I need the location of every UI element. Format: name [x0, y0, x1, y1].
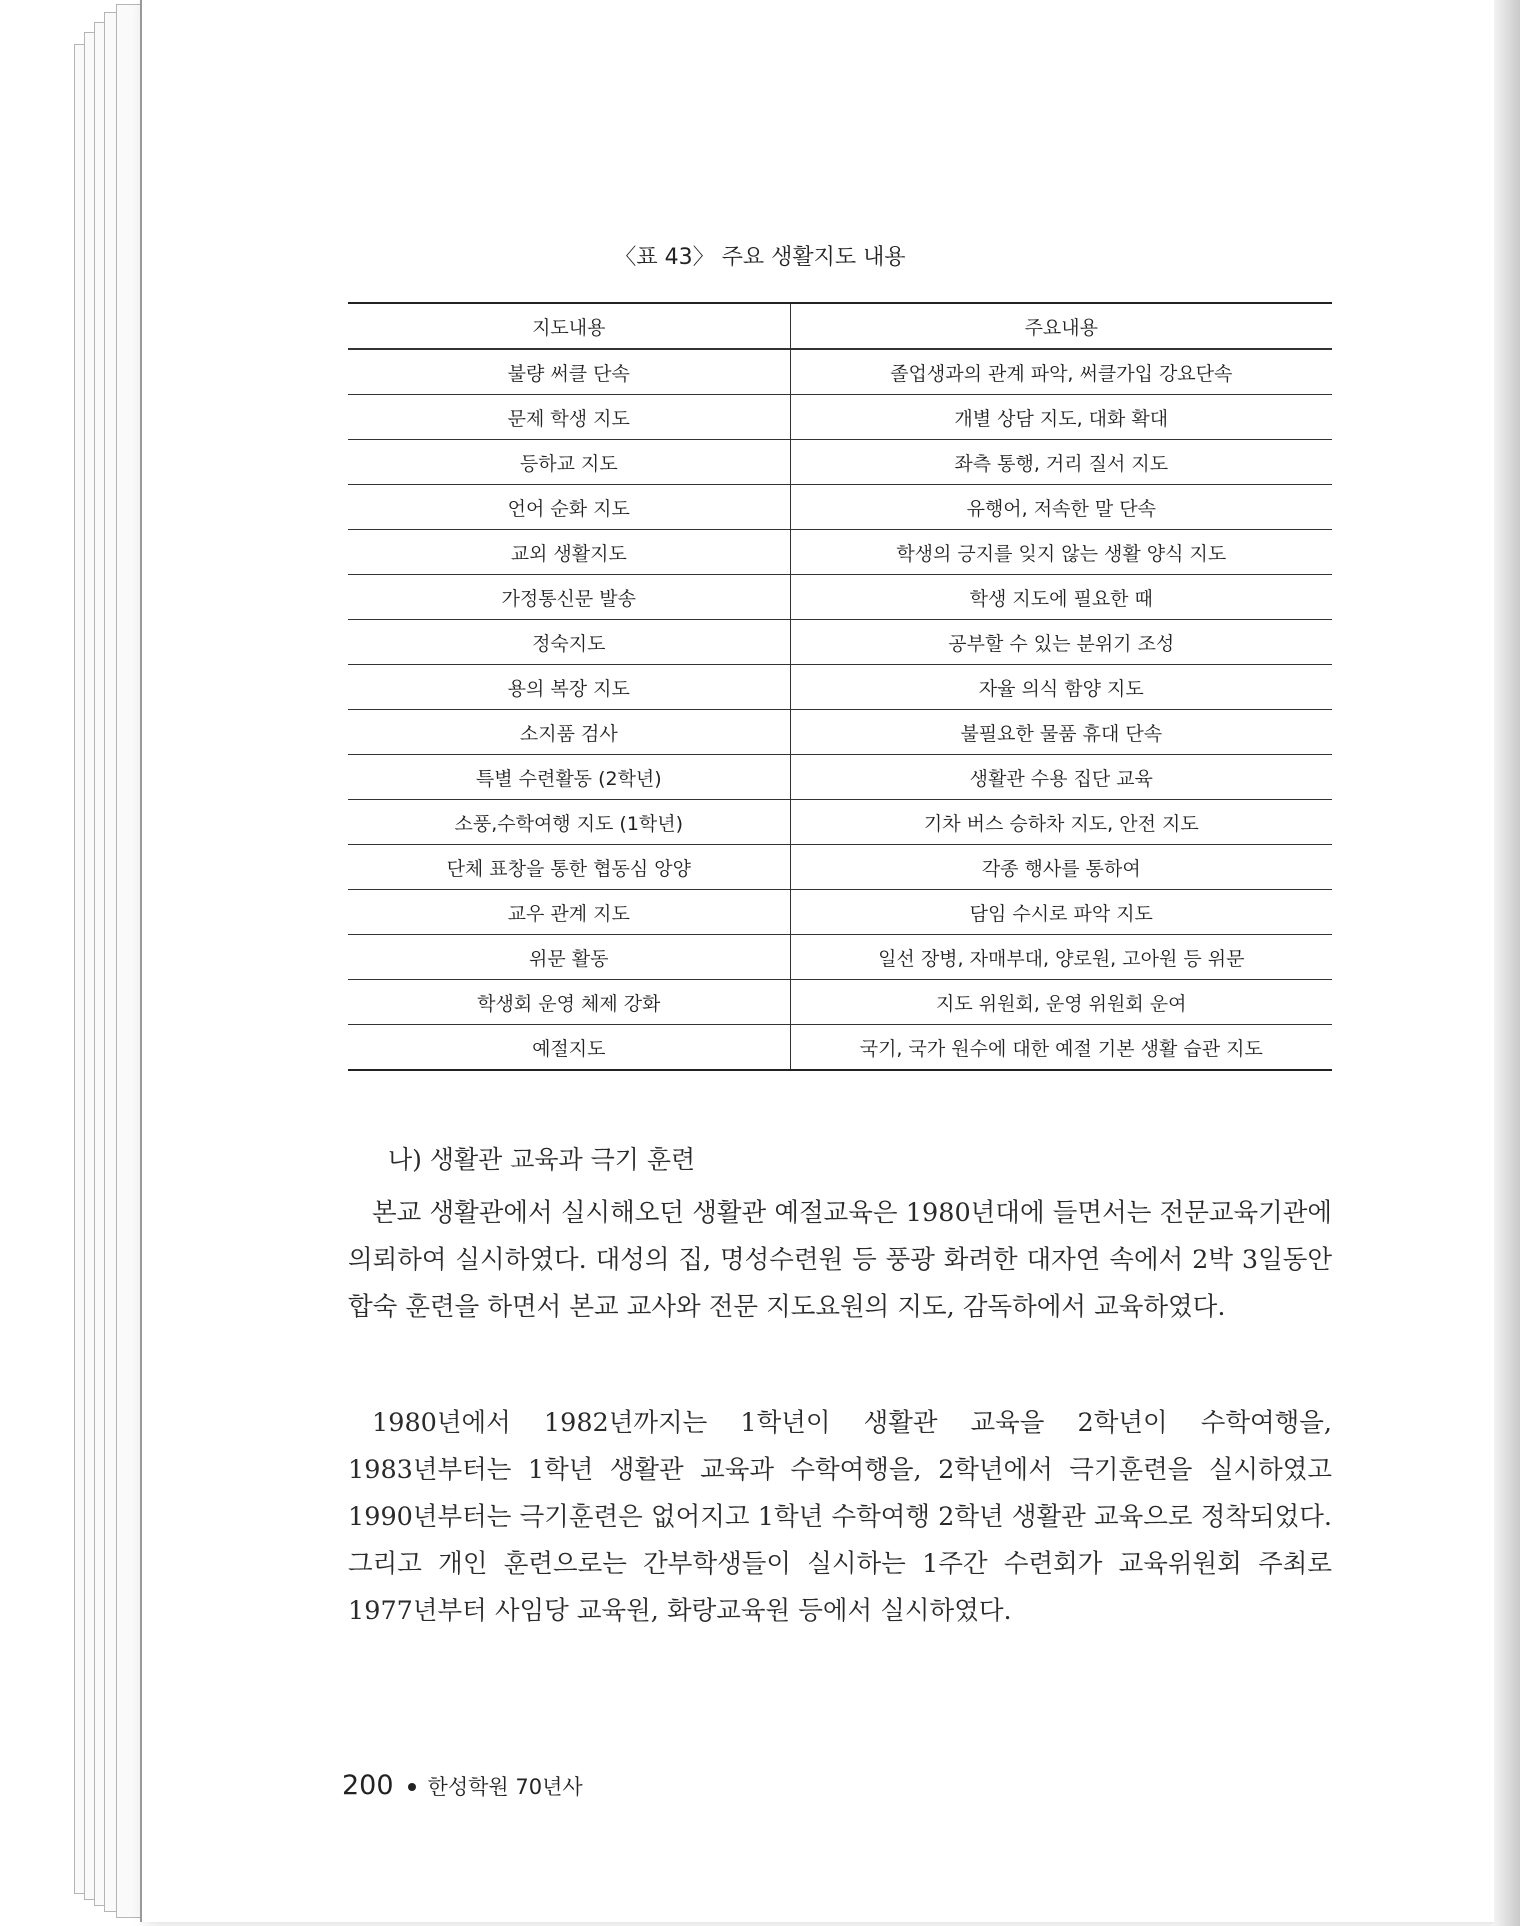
main-content-cell: 학생의 긍지를 잊지 않는 생활 양식 지도 [790, 530, 1332, 575]
main-content-cell: 졸업생과의 관계 파악, 써클가입 강요단속 [790, 349, 1332, 395]
page-footer [342, 1770, 583, 1801]
guidance-table [348, 302, 1332, 1071]
main-content-cell: 담임 수시로 파악 지도 [790, 890, 1332, 935]
main-content-cell: 자율 의식 함양 지도 [790, 665, 1332, 710]
guidance-item-cell: 교우 관계 지도 [348, 890, 790, 935]
table-row [348, 620, 1332, 665]
guidance-item-cell: 불량 써클 단속 [348, 349, 790, 395]
section-heading: 나) 생활관 교육과 극기 훈련 [388, 1145, 696, 1174]
table-row [348, 530, 1332, 575]
table-row [348, 575, 1332, 620]
main-content-cell: 국기, 국가 원수에 대한 예절 기본 생활 습관 지도 [790, 1025, 1332, 1071]
guidance-item-cell: 용의 복장 지도 [348, 665, 790, 710]
table-row [348, 845, 1332, 890]
book-title: 한성학원 70년사 [427, 1775, 583, 1799]
table-row [348, 935, 1332, 980]
guidance-item-cell: 특별 수련활동 (2학년) [348, 755, 790, 800]
table-row [348, 755, 1332, 800]
page-number: 200 [342, 1770, 394, 1801]
column-header: 지도내용 [348, 303, 790, 349]
page-shadow [1494, 0, 1520, 1926]
main-content-cell: 지도 위원회, 운영 위원회 운여 [790, 980, 1332, 1025]
guidance-item-cell: 등하교 지도 [348, 440, 790, 485]
table-row [348, 800, 1332, 845]
guidance-item-cell: 문제 학생 지도 [348, 395, 790, 440]
table-row [348, 440, 1332, 485]
guidance-item-cell: 소지품 검사 [348, 710, 790, 755]
column-header: 주요내용 [790, 303, 1332, 349]
guidance-item-cell: 소풍,수학여행 지도 (1학년) [348, 800, 790, 845]
table-row [348, 485, 1332, 530]
paragraph: 본교 생활관에서 실시해오던 생활관 예절교육은 1980년대에 들면서는 전문교육기관에 의뢰하여 실시하였다. 대성의 집, 명성수련원 등 풍광 화려한 대자연 속에서 2박 3일동안 합숙 훈련을 하면서 본교 교사와 전문 지도요원의 지도, 감독하에서 교육하였다. [348, 1198, 1332, 1322]
paragraph: 1980년에서 1982년까지는 1학년이 생활관 교육을 2학년이 수학여행을, 1983년부터는 1학년 생활관 교육과 수학여행을, 2학년에서 극기훈련을 실시하였고 1990년부터는 극기훈련은 없어지고 1학년 수학여행 2학년 생활관 교육으로 정착되었다. 그리고 개인 훈련으로는 간부학생들이 실시하는 1주간 수련회가 교육위원회 주최로 1977년부터 사임당 교육원, 화랑교육원 등에서 실시하였다. [348, 1408, 1332, 1626]
table-row [348, 710, 1332, 755]
table-row [348, 349, 1332, 395]
main-content-cell: 공부할 수 있는 분위기 조성 [790, 620, 1332, 665]
main-content-cell: 일선 장병, 자매부대, 양로원, 고아원 등 위문 [790, 935, 1332, 980]
main-content-cell: 기차 버스 승하차 지도, 안전 지도 [790, 800, 1332, 845]
guidance-item-cell: 학생회 운영 체제 강화 [348, 980, 790, 1025]
main-content-cell: 좌측 통행, 거리 질서 지도 [790, 440, 1332, 485]
table-header-row [348, 303, 1332, 349]
main-content-cell: 각종 행사를 통하여 [790, 845, 1332, 890]
main-content-cell: 불필요한 물품 휴대 단속 [790, 710, 1332, 755]
guidance-item-cell: 단체 표창을 통한 협동심 앙양 [348, 845, 790, 890]
table-row [348, 890, 1332, 935]
table-row [348, 980, 1332, 1025]
main-content-cell: 유행어, 저속한 말 단속 [790, 485, 1332, 530]
table-row [348, 1025, 1332, 1071]
guidance-item-cell: 정숙지도 [348, 620, 790, 665]
bullet-dot [408, 1783, 416, 1791]
main-content-cell: 학생 지도에 필요한 때 [790, 575, 1332, 620]
table-body [348, 349, 1332, 1070]
guidance-item-cell: 교외 생활지도 [348, 530, 790, 575]
guidance-item-cell: 위문 활동 [348, 935, 790, 980]
main-content-cell: 생활관 수용 집단 교육 [790, 755, 1332, 800]
table-row [348, 395, 1332, 440]
table-caption: 〈표 43〉 주요 생활지도 내용 [614, 245, 906, 270]
main-content-cell: 개별 상담 지도, 대화 확대 [790, 395, 1332, 440]
table-row [348, 665, 1332, 710]
guidance-item-cell: 가정통신문 발송 [348, 575, 790, 620]
guidance-item-cell: 예절지도 [348, 1025, 790, 1071]
guidance-item-cell: 언어 순화 지도 [348, 485, 790, 530]
